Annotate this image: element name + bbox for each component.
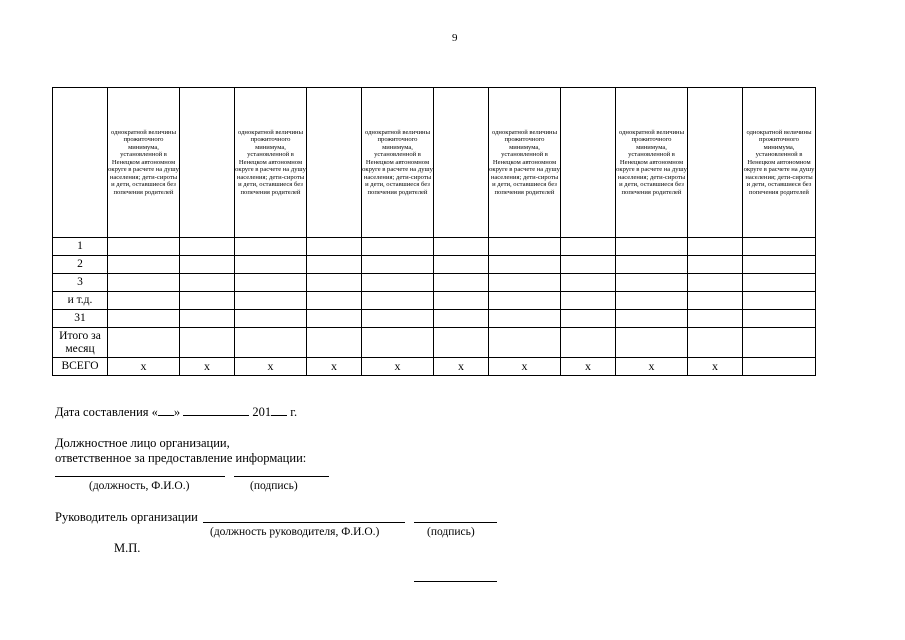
column-header: однократной величины прожиточного минимума, установленной в Ненецком автономном округе в расчете на душу населения; дети-сироты и дети, оставшиеся без попечения родителей <box>616 88 688 238</box>
column-header: однократной величины прожиточного минимума, установленной в Ненецком автономном округе в расчете на душу населения; дети-сироты и дети, оставшиеся без попечения родителей <box>743 88 816 238</box>
table-row <box>53 310 816 328</box>
head-position-blank[interactable] <box>203 522 405 523</box>
row-label: 3 <box>53 274 108 292</box>
end-rule <box>414 581 497 582</box>
x-mark: х <box>362 358 434 376</box>
table-row <box>53 256 816 274</box>
table-header-row <box>53 88 816 238</box>
x-mark: х <box>180 358 235 376</box>
date-line: Дата составления « » 201 г. <box>55 405 298 419</box>
table-row-total-month <box>53 328 816 358</box>
official-label-line1: Должностное лицо организации, <box>55 436 230 450</box>
date-day-blank[interactable] <box>158 404 174 416</box>
row-label: 31 <box>53 310 108 328</box>
official-position-blank[interactable] <box>55 476 225 477</box>
report-table <box>52 87 816 376</box>
signature-caption: (подпись) <box>250 480 298 492</box>
official-signature-blank[interactable] <box>234 476 329 477</box>
x-mark: х <box>688 358 743 376</box>
x-mark: х <box>561 358 616 376</box>
head-position-caption: (должность руководителя, Ф.И.О.) <box>210 526 380 538</box>
header-empty-cell <box>307 88 362 238</box>
column-header: однократной величины прожиточного минимума, установленной в Ненецком автономном округе в расчете на душу населения; дети-сироты и дети, оставшиеся без попечения родителей <box>489 88 561 238</box>
row-label: ВСЕГО <box>53 358 108 376</box>
head-signature-caption: (подпись) <box>427 526 475 538</box>
header-empty-cell <box>53 88 108 238</box>
x-mark: х <box>434 358 489 376</box>
column-header: однократной величины прожиточного минимума, установленной в Ненецком автономном округе в расчете на душу населения; дети-сироты и дети, оставшиеся без попечения родителей <box>108 88 180 238</box>
row-label: и т.д. <box>53 292 108 310</box>
column-header: однократной величины прожиточного минимума, установленной в Ненецком автономном округе в расчете на душу населения; дети-сироты и дети, оставшиеся без попечения родителей <box>235 88 307 238</box>
header-empty-cell <box>180 88 235 238</box>
column-header: однократной величины прожиточного минимума, установленной в Ненецком автономном округе в расчете на душу населения; дети-сироты и дети, оставшиеся без попечения родителей <box>362 88 434 238</box>
x-mark: х <box>307 358 362 376</box>
position-caption: (должность, Ф.И.О.) <box>89 480 190 492</box>
header-empty-cell <box>688 88 743 238</box>
header-empty-cell <box>561 88 616 238</box>
table-row <box>53 292 816 310</box>
x-mark: х <box>235 358 307 376</box>
x-mark: х <box>489 358 561 376</box>
table-row <box>53 238 816 256</box>
head-signature-blank[interactable] <box>414 522 497 523</box>
row-label: 2 <box>53 256 108 274</box>
table-row-grand-total <box>53 358 816 376</box>
row-label: Итого за месяц <box>53 328 108 358</box>
official-label-line2: ответственное за предоставление информации: <box>55 451 307 465</box>
stamp-label: М.П. <box>114 541 141 555</box>
x-mark: х <box>108 358 180 376</box>
date-year-blank[interactable] <box>271 404 287 416</box>
header-empty-cell <box>434 88 489 238</box>
row-label: 1 <box>53 238 108 256</box>
head-label: Руководитель организации <box>55 510 198 524</box>
page-number: 9 <box>452 32 458 44</box>
table-row <box>53 274 816 292</box>
date-month-blank[interactable] <box>183 404 249 416</box>
x-mark: х <box>616 358 688 376</box>
